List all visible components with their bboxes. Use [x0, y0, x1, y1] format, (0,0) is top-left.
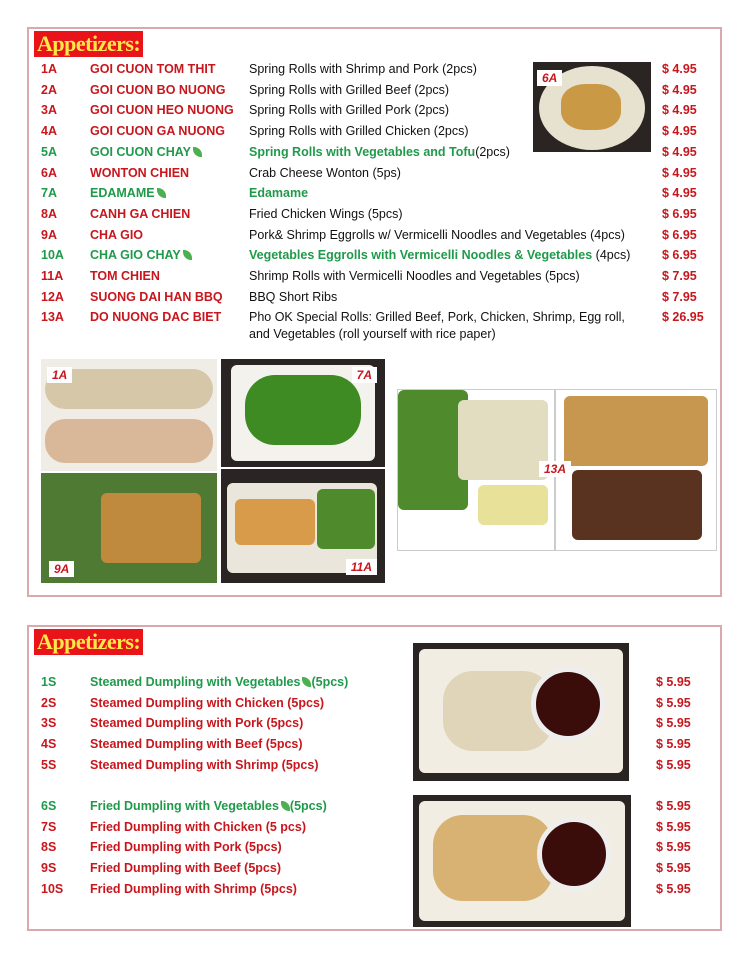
photo-label: 6A: [537, 70, 562, 86]
item-name-text: GOI CUON TOM THIT: [90, 62, 216, 76]
item-name-text: EDAMAME: [90, 186, 155, 201]
photo-wonton: [533, 62, 651, 152]
item-name: [90, 225, 143, 245]
dumplings-panel: [27, 625, 722, 931]
vegetarian-leaf-icon: [183, 250, 192, 260]
item-name: [90, 163, 189, 183]
item-name: [90, 100, 234, 120]
item-description: [249, 287, 337, 307]
item-description-text: Vegetables Eggrolls with Vermicelli Noodles & Vegetables: [249, 248, 593, 263]
item-description-text: Shrimp Rolls with Vermicelli Noodles and Vegetables (5pcs): [249, 269, 580, 283]
vegetarian-leaf-icon: [157, 188, 166, 198]
item-name: [90, 817, 306, 837]
item-description-text: Crab Cheese Wonton (5ps): [249, 165, 401, 180]
item-description-text: BBQ Short Ribs: [249, 289, 338, 304]
item-code: 6S: [41, 799, 57, 813]
item-name: [90, 734, 303, 754]
item-price: $ 5.95: [656, 840, 691, 855]
photo-spring-rolls: [41, 359, 217, 471]
item-name: [90, 142, 202, 162]
photo-label: 11A: [346, 559, 377, 575]
item-code: 8A: [41, 206, 57, 221]
item-price: $ 5.95: [656, 757, 691, 772]
item-code: 1S: [41, 675, 57, 689]
item-name-text: TOM CHIEN: [90, 269, 160, 283]
item-price: $ 6.95: [662, 206, 697, 221]
item-name: [90, 266, 160, 286]
item-name-text: SUONG DAI HAN BBQ: [90, 289, 223, 304]
item-name: [90, 183, 166, 203]
item-name-text: Steamed Dumpling with Beef (5pcs): [90, 737, 303, 752]
item-name-text: Steamed Dumpling with Vegetables: [90, 675, 301, 689]
item-name-text: Steamed Dumpling with Pork (5pcs): [90, 716, 304, 731]
item-name-text: GOI CUON CHAY: [90, 144, 191, 159]
section-title: Appetizers:: [34, 629, 143, 655]
photo-label: 7A: [352, 367, 377, 383]
menu-item-row: [29, 204, 720, 224]
item-code: 6A: [41, 165, 57, 180]
item-name-text: CANH GA CHIEN: [90, 206, 191, 221]
item-code: 3A: [41, 103, 57, 118]
item-description-text: Spring Rolls with Vegetables and Tofu: [249, 144, 476, 159]
item-price: $ 7.95: [662, 269, 697, 283]
item-description: [249, 245, 630, 265]
photo-steamed-dumplings: [413, 643, 629, 781]
item-price: $ 5.95: [656, 881, 691, 896]
item-price: $ 4.95: [662, 82, 697, 97]
item-description: [249, 225, 625, 245]
item-code: 4S: [41, 737, 57, 752]
item-price: $ 4.95: [662, 165, 697, 180]
item-name: [90, 307, 221, 327]
item-code: 7A: [41, 186, 57, 201]
item-name-text: Steamed Dumpling with Shrimp (5pcs): [90, 757, 319, 772]
item-description: [249, 183, 308, 203]
item-price: $ 4.95: [662, 124, 697, 139]
item-price: $ 4.95: [662, 62, 697, 76]
item-code: 10A: [41, 248, 64, 263]
item-name-text: GOI CUON GA NUONG: [90, 124, 225, 139]
item-name: [90, 204, 190, 224]
item-price: $ 5.95: [656, 675, 691, 689]
item-price: $ 4.95: [662, 186, 697, 201]
item-code: 3S: [41, 716, 57, 731]
menu-item-row: [29, 245, 720, 265]
item-price: $ 5.95: [656, 819, 691, 834]
item-description: [249, 307, 625, 327]
photo-label: 9A: [49, 561, 74, 577]
item-code: 11A: [41, 269, 64, 283]
item-name-text: Steamed Dumpling with Chicken (5pcs): [90, 695, 325, 710]
item-description-text: Edamame: [249, 186, 309, 201]
menu-item-row: [29, 266, 720, 286]
item-name-text: GOI CUON BO NUONG: [90, 82, 226, 97]
item-price: $ 26.95: [662, 310, 704, 325]
item-name: [90, 755, 319, 775]
item-name-text: WONTON CHIEN: [90, 165, 190, 180]
item-description-text: Spring Rolls with Grilled Beef (2pcs): [249, 82, 450, 97]
item-code: 9S: [41, 861, 57, 876]
photo-shrimp-rolls: [221, 469, 385, 583]
item-name: [90, 672, 348, 692]
item-description: [249, 266, 580, 286]
item-price: $ 4.95: [662, 144, 697, 159]
item-price: $ 5.95: [656, 716, 691, 731]
item-name: [90, 693, 324, 713]
item-code: 4A: [41, 124, 57, 139]
item-price: $ 5.95: [656, 737, 691, 752]
item-description: [249, 100, 449, 120]
item-code: 8S: [41, 840, 57, 855]
photo-special-rolls-meat: [555, 389, 717, 551]
item-description-text: Spring Rolls with Grilled Pork (2pcs): [249, 103, 450, 118]
item-description: [249, 204, 403, 224]
item-name-text: Fried Dumpling with Beef (5pcs): [90, 861, 281, 876]
item-description-text: Pork& Shrimp Eggrolls w/ Vermicelli Noodles and Vegetables (4pcs): [249, 227, 625, 242]
menu-item-row: [29, 183, 720, 203]
photo-edamame: [221, 359, 385, 467]
item-code: 2S: [41, 695, 57, 710]
item-price: $ 6.95: [662, 227, 697, 242]
menu-item-row: [29, 307, 720, 327]
item-code: 13A: [41, 310, 64, 325]
item-name: [90, 59, 215, 79]
photo-label: 13A: [539, 461, 571, 477]
item-description-text: Fried Chicken Wings (5pcs): [249, 206, 403, 221]
item-name: [90, 796, 327, 816]
item-price: $ 6.95: [662, 248, 697, 263]
item-name: [90, 837, 282, 857]
item-name-text: CHA GIO: [90, 227, 144, 242]
item-price: $ 7.95: [662, 289, 697, 304]
item-code: 1A: [41, 62, 57, 76]
item-portion: (4pcs): [592, 248, 631, 263]
item-name: [90, 858, 281, 878]
item-code: 5A: [41, 144, 57, 159]
item-name: [90, 121, 225, 141]
item-portion: (5pcs): [289, 799, 327, 813]
item-code: 5S: [41, 757, 57, 772]
item-description: [249, 80, 449, 100]
item-code: 9A: [41, 227, 57, 242]
item-description: [249, 142, 510, 162]
item-code: 10S: [41, 881, 64, 896]
item-description-text: Pho OK Special Rolls: Grilled Beef, Pork, Chicken, Shrimp, Egg roll,: [249, 310, 625, 325]
vegetarian-leaf-icon: [193, 147, 202, 157]
menu-item-row: [29, 163, 720, 183]
item-13a-desc-line2: and Vegetables (roll yourself with rice paper): [249, 327, 496, 341]
item-description: [249, 163, 401, 183]
item-name: [90, 713, 303, 733]
item-code: 12A: [41, 289, 64, 304]
item-name: [90, 80, 225, 100]
item-name-text: Fried Dumpling with Vegetables: [90, 799, 279, 813]
item-description-text: Spring Rolls with Grilled Chicken (2pcs): [249, 124, 469, 139]
item-name: [90, 879, 297, 899]
item-name-text: Fried Dumpling with Pork (5pcs): [90, 840, 282, 855]
photo-label: 1A: [47, 367, 72, 383]
item-portion: (5pcs): [311, 675, 349, 689]
item-price: $ 5.95: [656, 799, 691, 813]
item-price: $ 5.95: [656, 861, 691, 876]
item-price: $ 5.95: [656, 695, 691, 710]
vegetarian-leaf-icon: [281, 801, 290, 811]
menu-item-row: [29, 287, 720, 307]
item-portion: (2pcs): [475, 144, 510, 159]
item-name-text: CHA GIO CHAY: [90, 248, 181, 263]
item-name-text: Fried Dumpling with Chicken (5 pcs): [90, 819, 306, 834]
photo-fried-dumplings: [413, 795, 631, 927]
item-description: [249, 121, 469, 141]
item-code: 7S: [41, 819, 57, 834]
item-name: [90, 287, 223, 307]
item-code: 2A: [41, 82, 57, 97]
photo-eggrolls: [41, 473, 217, 583]
menu-item-row: [29, 225, 720, 245]
photo-special-rolls-veg: [397, 389, 555, 551]
appetizers-panel: [27, 27, 722, 597]
item-name: [90, 245, 192, 265]
item-description-text: Spring Rolls with Shrimp and Pork (2pcs): [249, 62, 477, 76]
item-name-text: GOI CUON HEO NUONG: [90, 103, 234, 118]
item-name-text: DO NUONG DAC BIET: [90, 310, 222, 325]
item-name-text: Fried Dumpling with Shrimp (5pcs): [90, 881, 297, 896]
item-description: [249, 59, 477, 79]
item-price: $ 4.95: [662, 103, 697, 118]
section-title: Appetizers:: [34, 31, 143, 57]
